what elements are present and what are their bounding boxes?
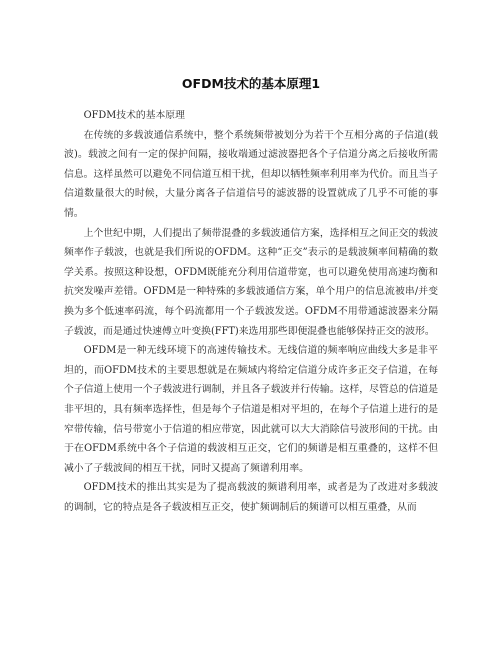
document-title: OFDM技术的基本原理1 bbox=[181, 76, 321, 91]
section-heading-paragraph: OFDM技术的基本原理 bbox=[83, 110, 185, 121]
body-paragraph: 上个世纪中期，人们提出了频带混叠的多载波通信方案，选择相互之间正交的载波频率作子载波，也就是我们所说的OFDM。这种“正交”表示的是载波频率间精确的数学关系。按照这种设想，OFDM既能充分利用信道带宽，也可以避免使用高速均衡和抗突发噪声差错。OFDM是一种特殊的多载波通信方案，单个用户的信息流被串/并变换为多个低速率码流，每个码流都用一个子载波发送。OFDM不用带通滤波器来分隔子载波，而是通过快速傅立叶变换(FFT)来选用那些即便混叠也能够保持正交的波形。 bbox=[64, 227, 438, 337]
body-paragraph: OFDM是一种无线环境下的高速传输技术。无线信道的频率响应曲线大多是非平坦的，而OFDM技术的主要思想就是在频域内将给定信道分成许多正交子信道，在每个子信道上使用一个子载波进行调制，并且各子载波并行传输。这样，尽管总的信道是非平坦的，具有频率选择性，但是每个子信道是相对平坦的，在每个子信道上进行的是窄带传输，信号带宽小于信道的相应带宽，因此就可以大大消除信号波形间的干扰。由于在OFDM系统中各个子信道的载波相互正交，它们的频谱是相互重叠的，这样不但减小了子载波间的相互干扰，同时又提高了频谱利用率。 bbox=[64, 345, 438, 474]
body-paragraph: 在传统的多载波通信系统中，整个系统频带被划分为若干个互相分离的子信道(载波)。载波之间有一定的保护间隔，接收端通过滤波器把各个子信道分离之后接收所需信息。这样虽然可以避免不同信道互相干扰，但却以牺牲频率利用率为代价。而且当子信道数量很大的时候，大量分离各子信道信号的滤波器的设置就成了几乎不可能的事情。 bbox=[64, 129, 438, 219]
body-paragraph: OFDM技术的推出其实是为了提高载波的频谱利用率，或者是为了改进对多载波的调制，它的特点是各子载波相互正交，使扩频调制后的频谱可以相互重叠，从而 bbox=[64, 482, 438, 513]
